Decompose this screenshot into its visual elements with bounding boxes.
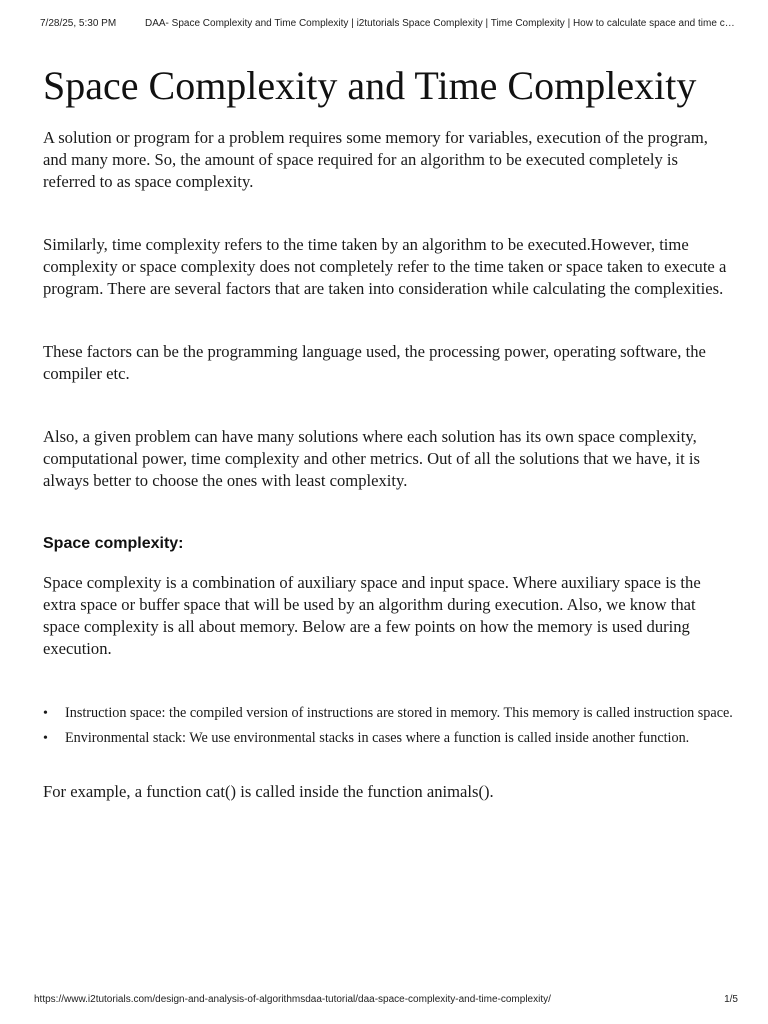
- example-paragraph: For example, a function cat() is called inside the function animals().: [43, 782, 494, 801]
- bullet-icon: •: [43, 731, 48, 746]
- article-title: Space Complexity and Time Complexity: [43, 63, 697, 108]
- page-url: https://www.i2tutorials.com/design-and-analysis-of-algorithmsdaa-tutorial/daa-space-complexity-and-time-complexity/: [34, 994, 551, 1005]
- print-footer: [34, 994, 738, 1010]
- article-paragraph: Similarly, time complexity refers to the time taken by an algorithm to be executed.However, time complexity or space complexity does not completely refer to the time taken or space taken to execute a program. There are several factors that are taken into consideration while calculating the complexities.: [43, 235, 727, 298]
- list-item-text: Environmental stack: We use environmental stacks in cases where a function is called inside another function.: [65, 730, 690, 746]
- space-complexity-intro: Space complexity is a combination of auxiliary space and input space. Where auxiliary space is the extra space or buffer space that will be used by an algorithm during execution. Also, we know that space complexity is all about memory. Below are a few points on how the memory is used during execution.: [43, 573, 701, 658]
- list-item-text: Instruction space: the compiled version of instructions are stored in memory. This memory is called instruction space.: [65, 705, 733, 721]
- list-item: [43, 701, 733, 726]
- memory-usage-list: [43, 701, 733, 751]
- list-item: [43, 726, 733, 751]
- print-page-title: DAA- Space Complexity and Time Complexity | i2tutorials Space Complexity | Time Complexity | How to calculate space and time c…: [145, 18, 735, 29]
- page-number: 1/5: [724, 994, 738, 1005]
- print-header: [40, 18, 738, 34]
- bullet-icon: •: [43, 706, 48, 721]
- article-content: [43, 62, 733, 803]
- print-timestamp: 7/28/25, 5:30 PM: [40, 18, 117, 29]
- article-paragraph: Also, a given problem can have many solutions where each solution has its own space complexity, computational power, time complexity and other metrics. Out of all the solutions that we have, it is always better to choose the ones with least complexity.: [43, 427, 700, 490]
- section-heading-space-complexity: Space complexity:: [43, 535, 184, 552]
- article-paragraph: These factors can be the programming language used, the processing power, operating software, the compiler etc.: [43, 342, 706, 383]
- article-paragraph: A solution or program for a problem requires some memory for variables, execution of the program, and many more. So, the amount of space required for an algorithm to be executed completely is referred to as space complexity.: [43, 128, 708, 191]
